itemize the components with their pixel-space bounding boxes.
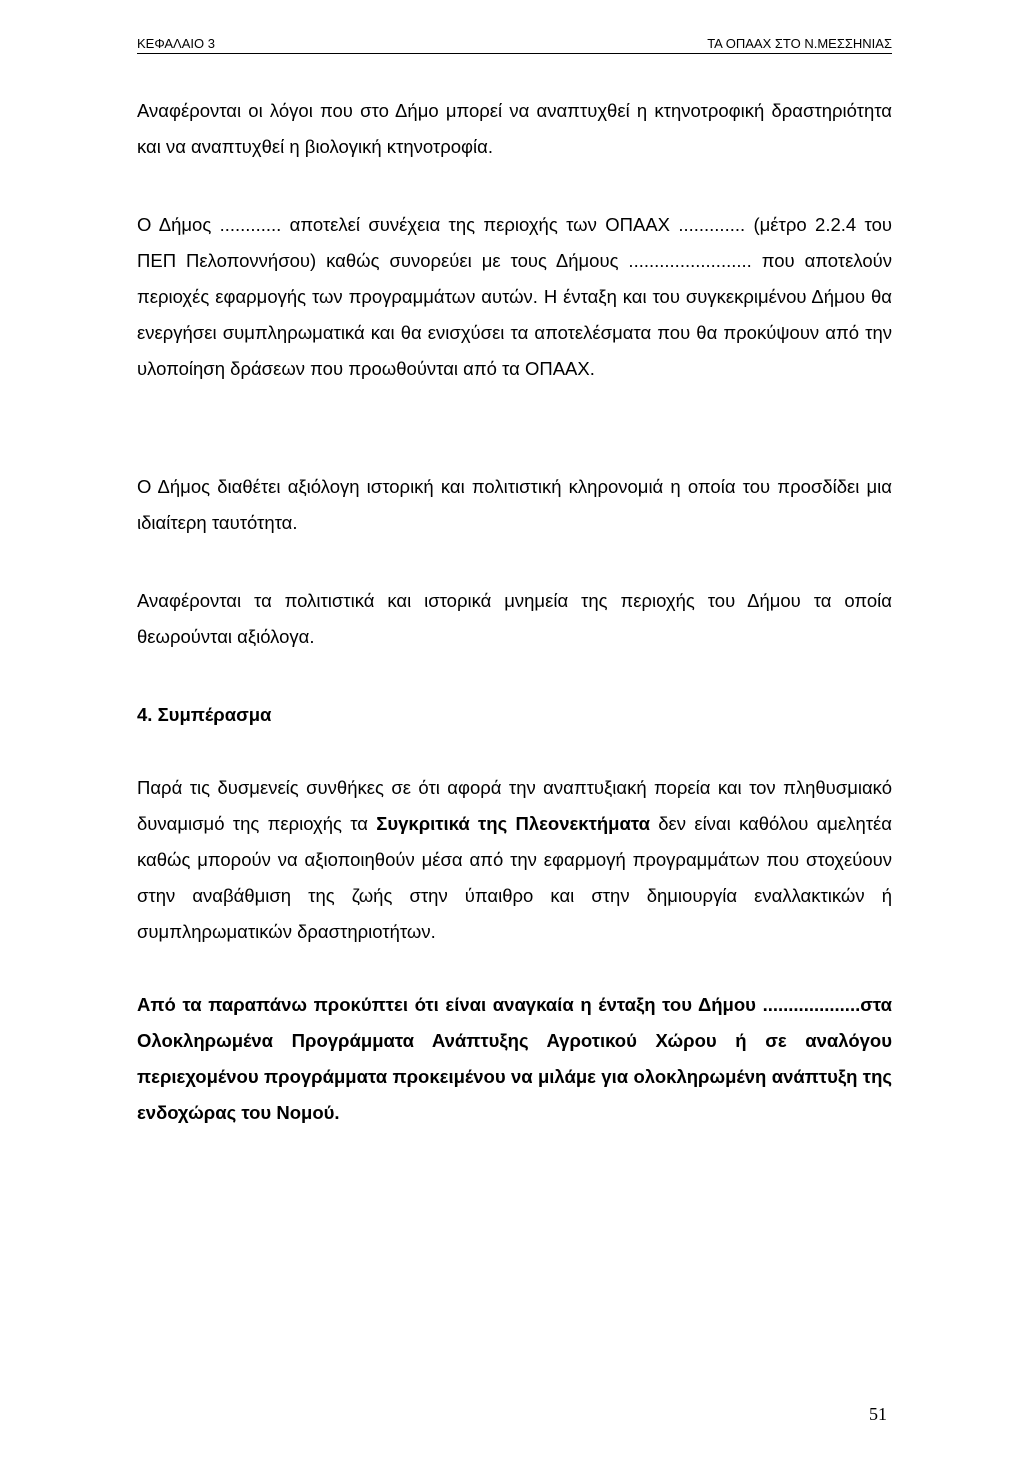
paragraph-1: Αναφέρονται οι λόγοι που στο Δήμο μπορεί να αναπτυχθεί η κτηνοτροφική δραστηριότητα και να αναπτυχθεί η βιολογική κτηνοτροφία. (137, 100, 892, 157)
section-heading: 4. Συμπέρασμα (137, 704, 272, 725)
paragraph-3: Ο Δήμος διαθέτει αξιόλογη ιστορική και πολιτιστική κληρονομιά η οποία του προσδίδει μια ιδιαίτερη ταυτότητα. (137, 476, 892, 533)
paragraph-5-text-b: δεν είναι καθόλου αμελητέα καθώς μπορούν να αξιοποιηθούν μέσα από την εφαρμογή προγραμμάτων που στοχεύουν στην αναβάθμιση της ζωής στην ύπαιθρο και στην δημιουργία εναλλακτικών ή συμπληρωματικών δραστηριοτήτων. (137, 813, 892, 942)
paragraph-6: Από τα παραπάνω προκύπτει ότι είναι αναγκαία η ένταξη του Δήμου ...................στα Ολοκληρωμένα Προγράμματα Ανάπτυξης Αγροτικού Χώρου ή σε αναλόγου περιεχομένου προγράμματα προκειμένου να μιλάμε για ολοκληρωμένη ανάπτυξη της ενδοχώρας του Νομού. (137, 994, 892, 1123)
running-header (137, 36, 892, 54)
paragraph-4: Αναφέρονται τα πολιτιστικά και ιστορικά μνημεία της περιοχής του Δήμου τα οποία θεωρούνται αξιόλογα. (137, 590, 892, 647)
chapter-label: ΚΕΦΑΛΑΙΟ 3 (137, 36, 215, 51)
page-number: 51 (869, 1404, 887, 1424)
paragraph-5-text-a: Παρά τις δυσμενείς συνθήκες σε ότι αφορά την αναπτυξιακή πορεία και τον πληθυσμιακό δυναμισμό της περιοχής τα (137, 777, 892, 834)
paragraph-2: Ο Δήμος ............ αποτελεί συνέχεια της περιοχής των ΟΠΑΑΧ ............. (μέτρο 2.2.4 του ΠΕΠ Πελοποννήσου) καθώς συνορεύει με τους Δήμους ........................ που αποτελούν περιοχές εφαρμογής των προγραμμάτων αυτών. Η ένταξη και του συγκεκριμένου Δήμου θα ενεργήσει συμπληρωματικά και θα ενισχύσει τα αποτελέσματα που θα προκύψουν από την υλοποίηση δράσεων που προωθούνται από τα ΟΠΑΑΧ. (137, 214, 892, 379)
header-title: ΤΑ ΟΠΑΑΧ ΣΤΟ Ν.ΜΕΣΣΗΝΙΑΣ (707, 36, 892, 51)
paragraph-5 (137, 770, 892, 950)
paragraph-5-emphasis: Συγκριτικά της Πλεονεκτήματα (376, 813, 650, 834)
